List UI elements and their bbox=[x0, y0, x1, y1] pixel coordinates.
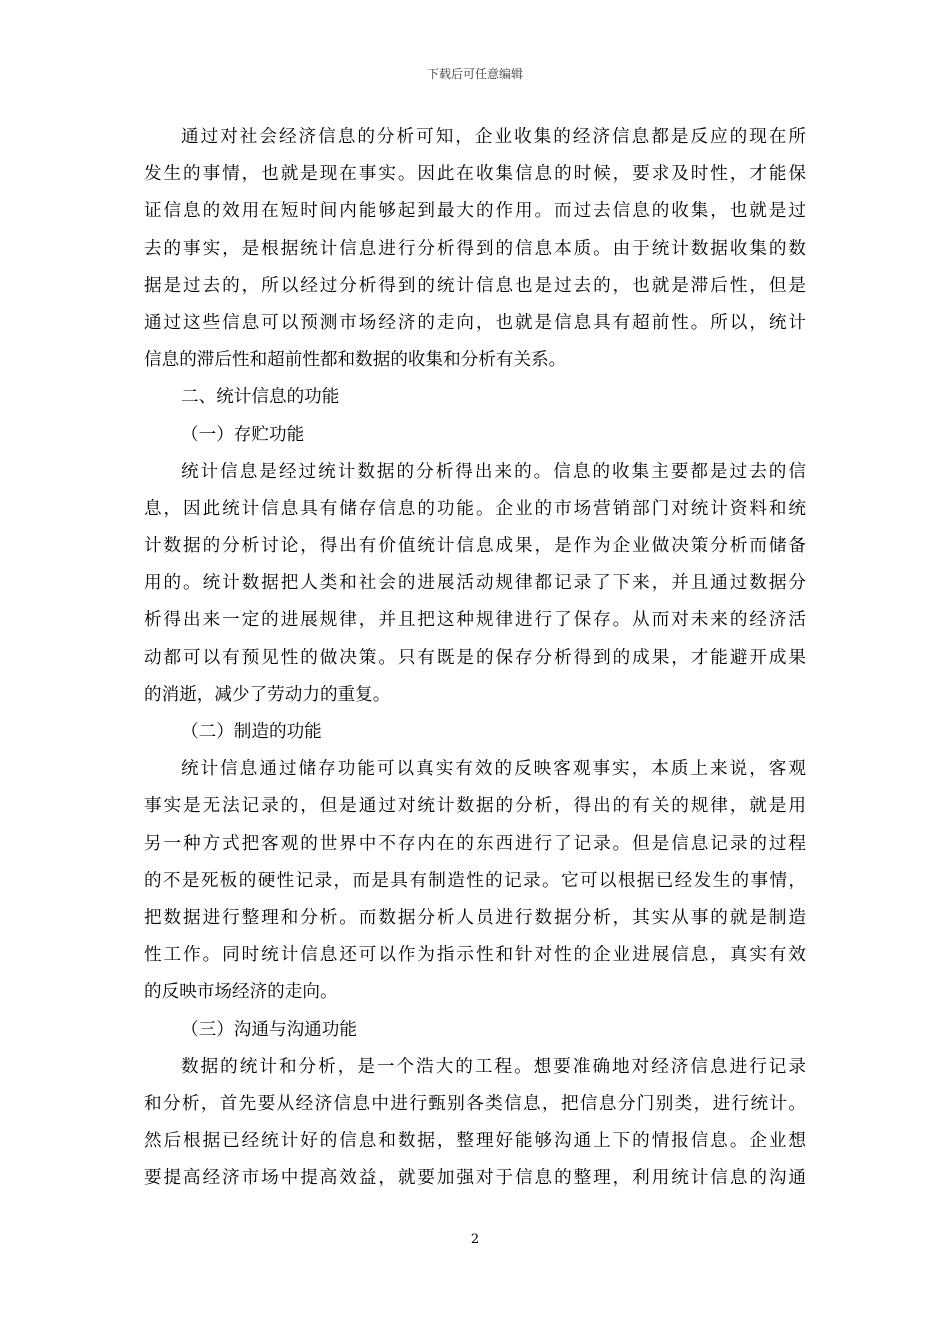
text-line: 事实是无法记录的，但是通过对统计数据的分析，得出的有关的规律，就是用 bbox=[144, 796, 806, 817]
text-line: （一）存贮功能 bbox=[181, 424, 305, 445]
text-line: 用的。统计数据把人类和社会的进展活动规律都记录了下来，并且通过数据分 bbox=[144, 573, 806, 594]
text-line: 去的事实，是根据统计信息进行分析得到的信息本质。由于统计数据收集的数 bbox=[144, 238, 806, 259]
page-header: 下载后可任意编辑 bbox=[426, 67, 523, 81]
text-line: 二、统计信息的功能 bbox=[181, 387, 340, 408]
text-line: 发生的事情，也就是现在事实。因此在收集信息的时候，要求及时性，才能保 bbox=[144, 164, 806, 185]
text-line: 证信息的效用在短时间内能够起到最大的作用。而过去信息的收集，也就是过 bbox=[144, 201, 806, 222]
text-line: 性工作。同时统计信息还可以作为指示性和针对性的企业进展信息，真实有效 bbox=[144, 945, 806, 966]
text-line: 把数据进行整理和分析。而数据分析人员进行数据分析，其实从事的就是制造 bbox=[144, 907, 806, 928]
text-line: 统计信息是经过统计数据的分析得出来的。信息的收集主要都是过去的信 bbox=[181, 461, 806, 482]
text-line: 然后根据已经统计好的信息和数据，整理好能够沟通上下的情报信息。企业想 bbox=[144, 1131, 806, 1152]
page-number: 2 bbox=[470, 1232, 480, 1247]
text-line: 和分析，首先要从经济信息中进行甄别各类信息，把信息分门别类，进行统计。 bbox=[144, 1093, 806, 1114]
text-line: （二）制造的功能 bbox=[181, 722, 322, 742]
text-line: 要提高经济市场中提高效益，就要加强对于信息的整理，利用统计信息的沟通 bbox=[144, 1168, 806, 1189]
text-line: 的反映市场经济的走向。 bbox=[144, 982, 338, 1003]
text-line: 统计信息通过储存功能可以真实有效的反映客观事实，本质上来说，客观 bbox=[181, 759, 806, 780]
text-line: 息，因此统计信息具有储存信息的功能。企业的市场营销部门对统计资料和统 bbox=[144, 498, 806, 519]
text-line: 通过对社会经济信息的分析可知，企业收集的经济信息都是反应的现在所 bbox=[181, 127, 806, 147]
text-line: 的消逝，减少了劳动力的重复。 bbox=[144, 684, 391, 705]
text-line: 通过这些信息可以预测市场经济的走向，也就是信息具有超前性。所以，统计 bbox=[144, 312, 806, 333]
text-line: 数据的统计和分析，是一个浩大的工程。想要准确地对经济信息进行记录 bbox=[181, 1056, 806, 1077]
text-line: （三）沟通与沟通功能 bbox=[181, 1019, 357, 1040]
text-line: 另一种方式把客观的世界中不存内在的东西进行了记录。但是信息记录的过程 bbox=[144, 833, 806, 854]
document-body bbox=[144, 119, 806, 1197]
text-line: 析得出来一定的进展规律，并且把这种规律进行了保存。从而对未来的经济活 bbox=[144, 610, 806, 631]
text-line: 的不是死板的硬性记录，而是具有制造性的记录。它可以根据已经发生的事情， bbox=[144, 870, 806, 891]
text-line: 计数据的分析讨论，得出有价值统计信息成果，是作为企业做决策分析而储备 bbox=[144, 536, 806, 557]
text-line: 信息的滞后性和超前性都和数据的收集和分析有关系。 bbox=[144, 350, 567, 371]
text-line: 动都可以有预见性的做决策。只有既是的保存分析得到的成果，才能避开成果 bbox=[144, 647, 806, 668]
text-line: 据是过去的，所以经过分析得到的统计信息也是过去的，也就是滞后性，但是 bbox=[144, 275, 806, 296]
